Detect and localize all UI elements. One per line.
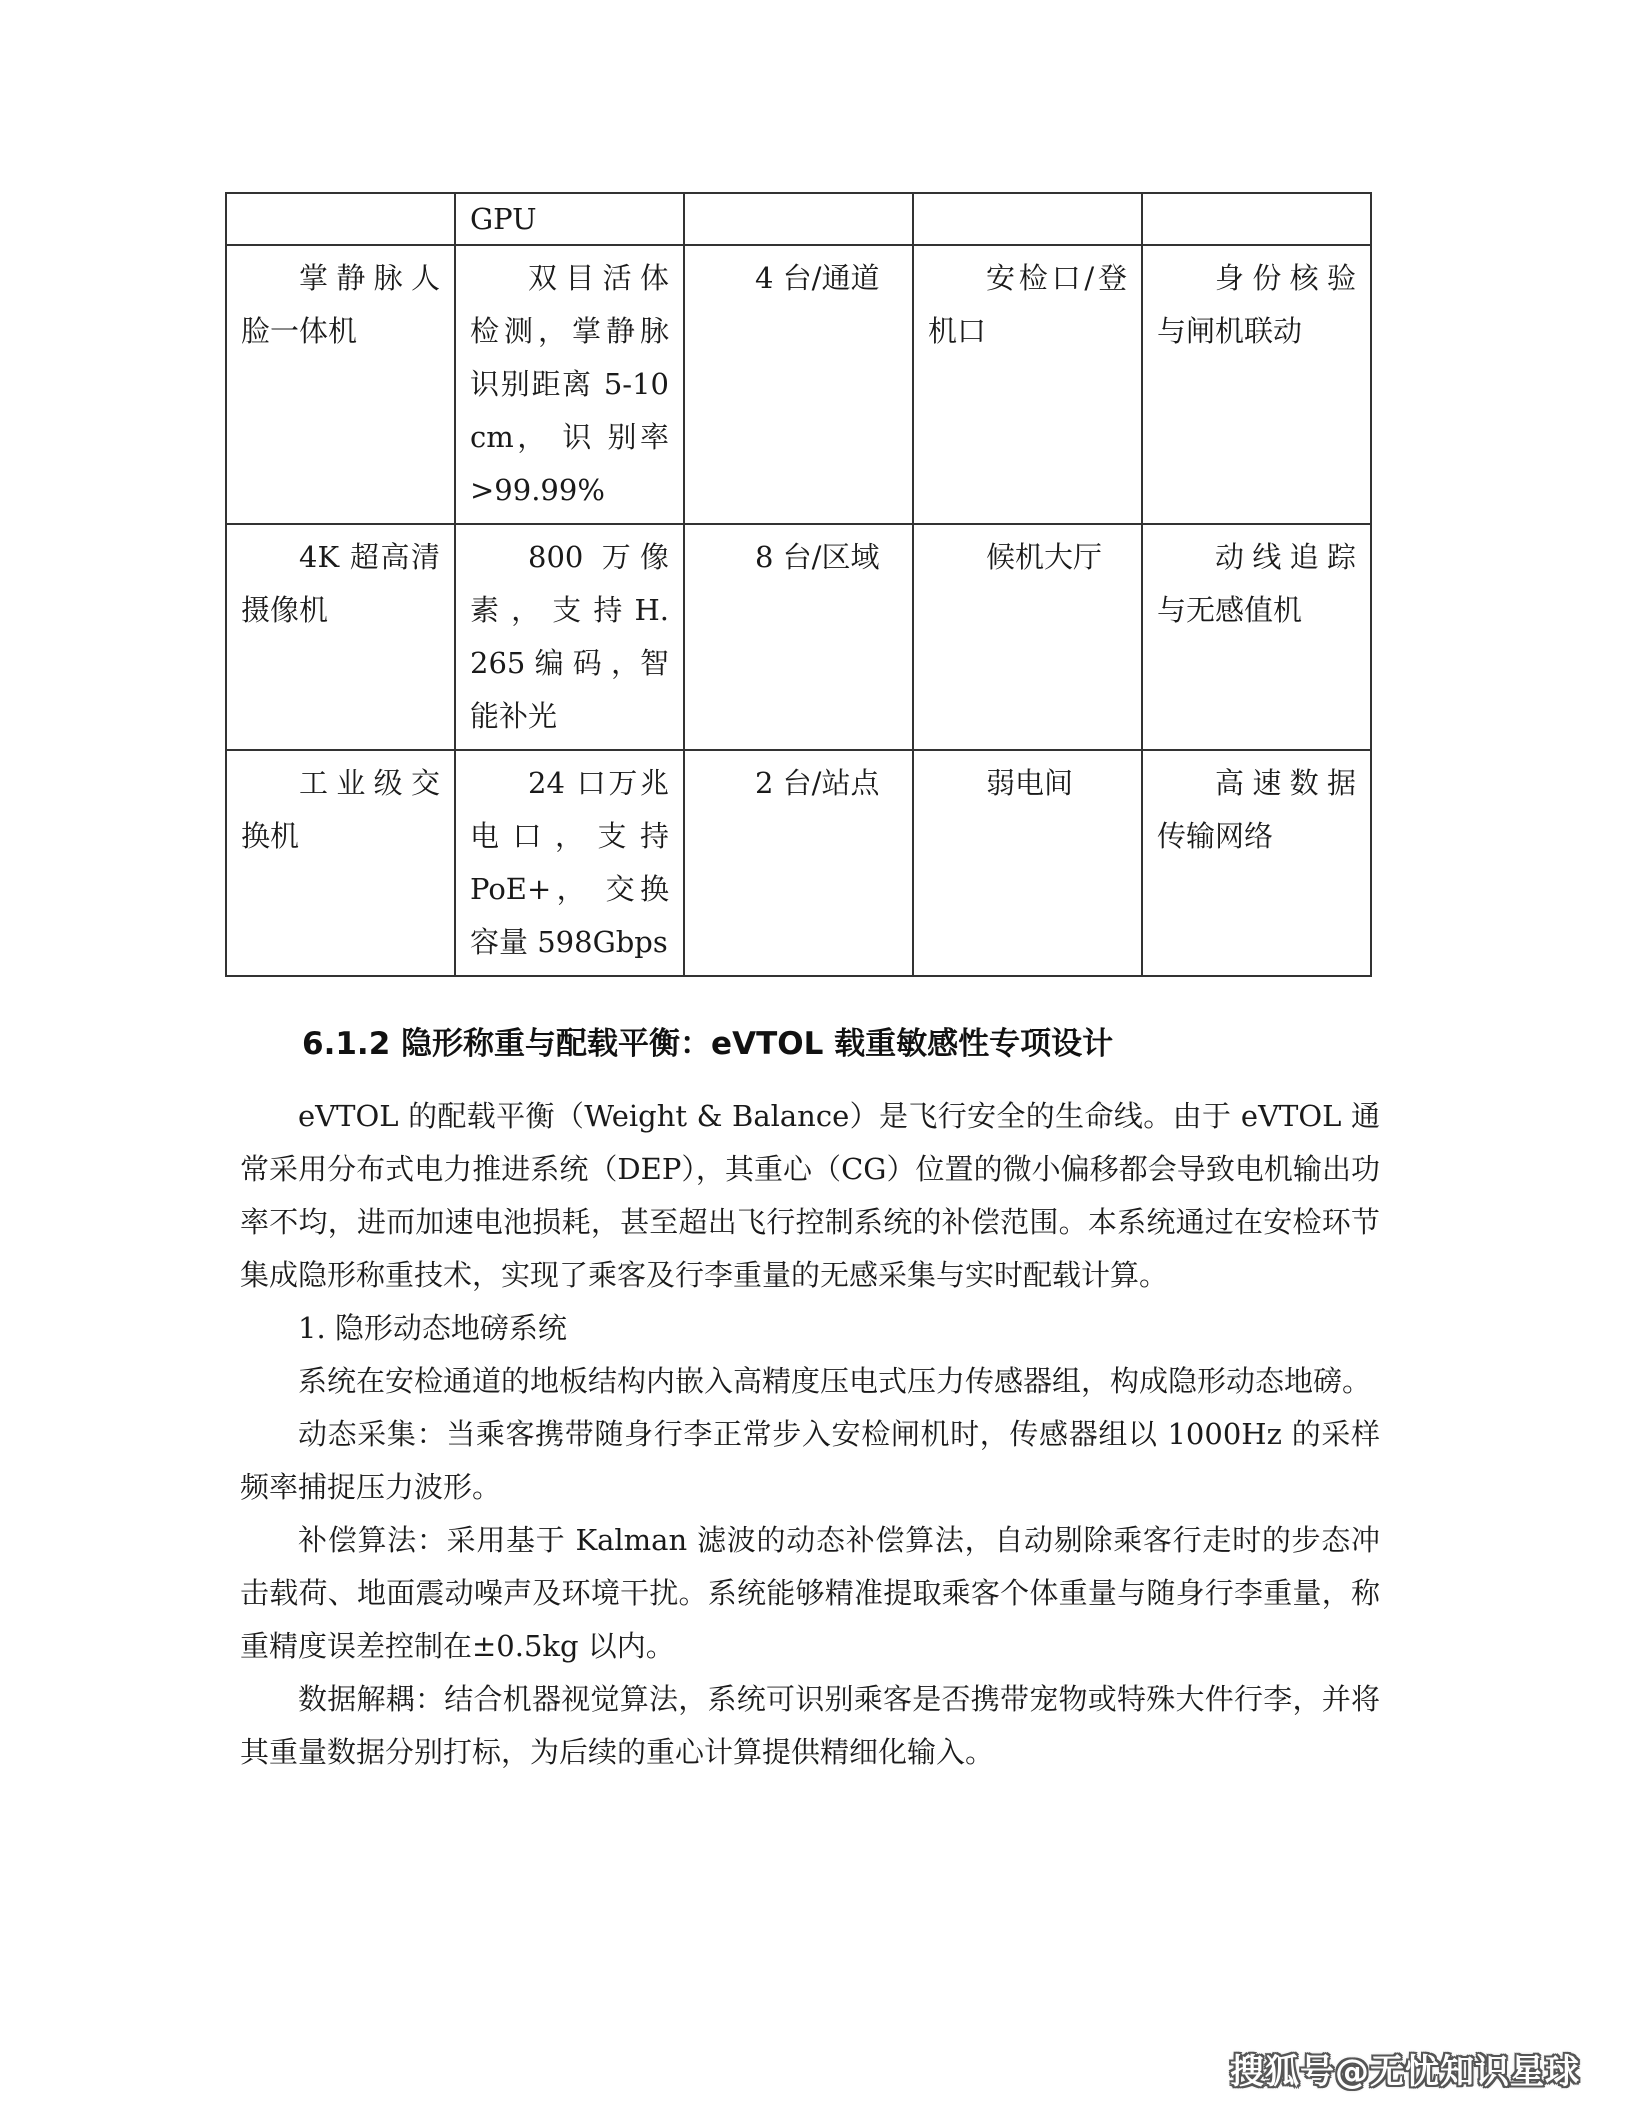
paragraph-subheading: 1. 隐形动态地磅系统 bbox=[298, 1311, 567, 1345]
table-cell-function: 高速数据传输网络 bbox=[1142, 750, 1371, 976]
table-cell bbox=[684, 193, 913, 245]
paragraph-intro: eVTOL 的配载平衡（Weight & Balance）是飞行安全的生命线。由于 eVTOL 通常采用分布式电力推进系统（DEP），其重心（CG）位置的微小偏移都会导致电机输出功率不均，进而加速电池损耗，甚至超出飞行控制系统的补偿范围。本系统通过在安检环节集成隐形称重技术，实现了乘客及行李重量的无感采集与实时配载计算。 bbox=[240, 1099, 1380, 1292]
table-cell-location: 安检口/登机口 bbox=[913, 245, 1142, 524]
table-cell-spec: 24 口万兆电 口 ， 支 持 PoE+， 交换容量 598Gbps bbox=[455, 750, 684, 976]
table-row bbox=[226, 193, 1371, 245]
table-cell-spec: 800 万像素 ， 支 持 H.265 编 码 ，智能补光 bbox=[455, 524, 684, 750]
paragraph-compensation: 补偿算法：采用基于 Kalman 滤波的动态补偿算法，自动剔除乘客行走时的步态冲击载荷、地面震动噪声及环境干扰。系统能够精准提取乘客个体重量与随身行李重量，称重精度误差控制在±0.5kg 以内。 bbox=[240, 1523, 1380, 1663]
table-cell-device-name: 工业级交换机 bbox=[226, 750, 455, 976]
table-cell-location: 候机大厅 bbox=[913, 524, 1142, 750]
table-cell-device-name: 4K 超高清摄像机 bbox=[226, 524, 455, 750]
paragraph-dynamic-capture: 动态采集：当乘客携带随身行李正常步入安检闸机时，传感器组以 1000Hz 的采样频率捕捉压力波形。 bbox=[240, 1417, 1380, 1504]
table-cell bbox=[913, 193, 1142, 245]
table-cell-quantity: 4 台/通道 bbox=[684, 245, 913, 524]
table-cell-location: 弱电间 bbox=[913, 750, 1142, 976]
paragraph-system: 系统在安检通道的地板结构内嵌入高精度压电式压力传感器组，构成隐形动态地磅。 bbox=[298, 1364, 1372, 1398]
section-body bbox=[240, 1090, 1380, 1779]
table-cell: GPU bbox=[455, 193, 684, 245]
equipment-spec-table bbox=[225, 192, 1372, 977]
table-cell-quantity: 2 台/站点 bbox=[684, 750, 913, 976]
watermark: 搜狐号@无忧知识星球 bbox=[1230, 2052, 1580, 2092]
section-heading: 6.1.2 隐形称重与配载平衡：eVTOL 载重敏感性专项设计 bbox=[302, 1026, 1114, 1062]
table-row bbox=[226, 750, 1371, 976]
table-cell-function: 身份核验与闸机联动 bbox=[1142, 245, 1371, 524]
table-cell-spec: 双目活体检测，掌静脉识别距离 5-10cm， 识 别率>99.99% bbox=[455, 245, 684, 524]
table-row bbox=[226, 524, 1371, 750]
table-cell-quantity: 8 台/区域 bbox=[684, 524, 913, 750]
paragraph-decoupling: 数据解耦：结合机器视觉算法，系统可识别乘客是否携带宠物或特殊大件行李，并将其重量数据分别打标，为后续的重心计算提供精细化输入。 bbox=[240, 1682, 1380, 1769]
table-cell bbox=[1142, 193, 1371, 245]
table-cell-device-name: 掌静脉人脸一体机 bbox=[226, 245, 455, 524]
table-row bbox=[226, 245, 1371, 524]
table-cell-function: 动线追踪与无感值机 bbox=[1142, 524, 1371, 750]
table-cell bbox=[226, 193, 455, 245]
